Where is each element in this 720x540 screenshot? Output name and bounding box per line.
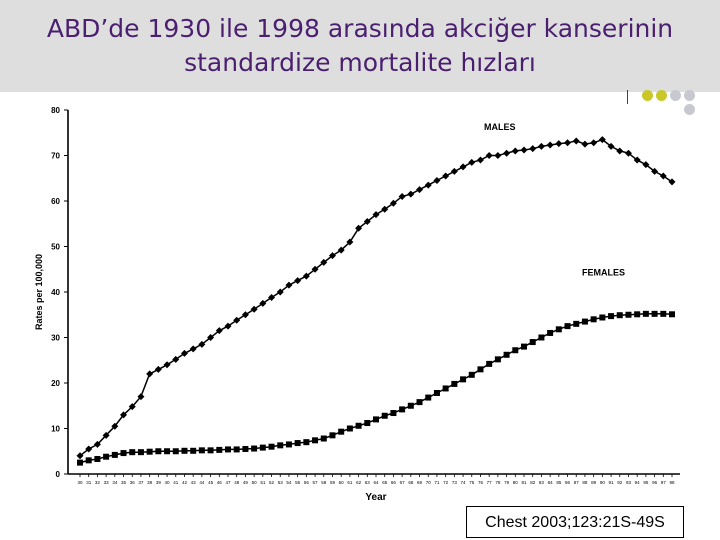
data-point-males	[503, 150, 510, 157]
y-tick-label: 60	[51, 197, 60, 206]
x-tick-label: 44	[199, 480, 205, 485]
x-tick-label: 80	[512, 480, 518, 485]
y-tick-label: 30	[51, 333, 60, 343]
x-tick-label: 98	[669, 480, 675, 485]
data-point-females	[660, 311, 666, 317]
data-point-females	[634, 311, 640, 317]
data-point-females	[147, 449, 153, 455]
data-point-females	[251, 446, 257, 452]
data-point-males	[433, 177, 440, 184]
data-point-males	[564, 139, 571, 146]
x-tick-label: 70	[425, 480, 431, 485]
data-point-females	[103, 454, 109, 460]
data-point-females	[269, 444, 275, 450]
data-point-females	[625, 312, 631, 318]
data-point-females	[608, 313, 614, 319]
data-point-males	[416, 186, 423, 193]
x-tick-label: 33	[103, 480, 109, 485]
x-tick-label: 72	[443, 480, 449, 485]
data-point-males	[155, 366, 162, 373]
data-point-females	[495, 356, 501, 362]
data-point-females	[329, 432, 335, 438]
data-point-females	[530, 339, 536, 345]
data-point-males	[294, 277, 301, 284]
data-point-females	[451, 381, 457, 387]
data-point-males	[468, 159, 475, 166]
x-tick-label: 68	[408, 480, 414, 485]
data-point-females	[538, 335, 544, 341]
data-point-females	[129, 449, 135, 455]
data-point-females	[504, 352, 510, 358]
x-tick-label: 78	[495, 480, 501, 485]
data-point-males	[190, 345, 197, 352]
data-point-females	[521, 344, 527, 350]
source-citation: Chest 2003;123:21S-49S	[466, 506, 684, 538]
x-tick-label: 76	[477, 480, 483, 485]
data-point-males	[529, 145, 536, 152]
data-point-females	[155, 448, 161, 454]
x-tick-label: 48	[234, 480, 240, 485]
data-point-females	[669, 311, 675, 317]
x-tick-label: 95	[643, 480, 649, 485]
x-tick-label: 53	[277, 480, 283, 485]
data-point-females	[617, 312, 623, 318]
data-point-females	[164, 448, 170, 454]
data-point-females	[121, 450, 127, 456]
data-point-females	[652, 311, 658, 317]
x-tick-label: 71	[434, 480, 440, 485]
data-point-females	[477, 366, 483, 372]
x-tick-label: 57	[312, 480, 318, 485]
data-point-males	[512, 147, 519, 154]
x-tick-label: 82	[530, 480, 536, 485]
data-point-females	[547, 330, 553, 336]
x-tick-label: 92	[617, 480, 623, 485]
y-tick-label: 40	[51, 288, 60, 297]
x-tick-label: 43	[190, 480, 196, 485]
x-tick-label: 46	[216, 480, 222, 485]
x-tick-label: 52	[269, 480, 275, 485]
x-tick-label: 91	[608, 480, 614, 485]
data-point-females	[390, 410, 396, 416]
data-point-females	[295, 440, 301, 446]
x-tick-label: 32	[94, 480, 100, 485]
y-tick-label: 10	[51, 424, 60, 434]
x-tick-label: 73	[451, 480, 457, 485]
data-point-males	[451, 168, 458, 175]
x-tick-label: 49	[242, 480, 248, 485]
x-tick-label: 54	[286, 480, 292, 485]
x-tick-label: 61	[347, 480, 353, 485]
data-point-males	[146, 370, 153, 377]
data-point-females	[338, 429, 344, 435]
series-label-males: MALES	[484, 122, 516, 133]
data-point-males	[460, 163, 467, 170]
data-point-females	[417, 399, 423, 405]
data-point-females	[512, 347, 518, 353]
series-line-males	[80, 140, 672, 456]
data-point-females	[399, 406, 405, 412]
data-point-females	[312, 437, 318, 443]
series-line-females	[80, 314, 672, 463]
data-point-females	[565, 323, 571, 329]
x-tick-label: 63	[364, 480, 370, 485]
x-tick-label: 86	[565, 480, 571, 485]
data-point-males	[590, 139, 597, 146]
x-tick-label: 84	[547, 480, 553, 485]
data-point-females	[138, 449, 144, 455]
x-tick-label: 39	[155, 480, 161, 485]
x-tick-label: 40	[164, 480, 170, 485]
x-tick-label: 42	[181, 480, 187, 485]
y-axis-label: Rates per 100,000	[34, 253, 44, 331]
data-point-females	[582, 319, 588, 325]
y-tick-label: 80	[51, 106, 60, 115]
data-point-females	[199, 447, 205, 453]
x-tick-label: 36	[129, 480, 135, 485]
x-tick-label: 56	[303, 480, 309, 485]
data-point-females	[94, 456, 100, 462]
x-tick-label: 50	[251, 480, 257, 485]
x-tick-label: 67	[399, 480, 405, 485]
x-tick-label: 90	[599, 480, 605, 485]
data-point-males	[581, 141, 588, 148]
data-point-females	[599, 314, 605, 320]
data-point-females	[364, 420, 370, 426]
data-point-males	[164, 361, 171, 368]
x-tick-label: 62	[356, 480, 362, 485]
data-point-males	[407, 191, 414, 198]
data-point-males	[573, 137, 580, 144]
x-tick-label: 77	[486, 480, 492, 485]
data-point-females	[356, 423, 362, 429]
x-tick-label: 83	[538, 480, 544, 485]
x-tick-label: 60	[338, 480, 344, 485]
data-point-females	[591, 316, 597, 322]
data-point-males	[521, 147, 528, 154]
x-tick-label: 51	[260, 480, 266, 485]
x-tick-label: 31	[86, 480, 92, 485]
x-tick-label: 75	[469, 480, 475, 485]
x-tick-label: 96	[652, 480, 658, 485]
y-tick-label: 0	[55, 470, 60, 479]
data-point-females	[443, 385, 449, 391]
x-tick-label: 97	[660, 480, 666, 485]
x-tick-label: 89	[591, 480, 597, 485]
data-point-females	[77, 460, 83, 466]
x-tick-label: 30	[77, 480, 83, 485]
data-point-females	[208, 447, 214, 453]
data-point-females	[347, 426, 353, 432]
series-label-females: FEMALES	[582, 267, 626, 278]
x-tick-label: 47	[225, 480, 231, 485]
title-line-2: standardize mortalite hızları	[184, 48, 536, 77]
x-tick-label: 41	[173, 480, 179, 485]
y-tick-label: 50	[51, 242, 60, 252]
x-tick-label: 79	[504, 480, 510, 485]
x-tick-label: 93	[625, 480, 631, 485]
x-tick-label: 66	[390, 480, 396, 485]
data-point-males	[547, 142, 554, 149]
line-chart	[0, 92, 720, 506]
x-tick-label: 87	[573, 480, 579, 485]
data-point-females	[225, 446, 231, 452]
data-point-females	[321, 436, 327, 442]
data-point-females	[181, 448, 187, 454]
data-point-males	[242, 311, 249, 318]
x-tick-label: 55	[295, 480, 301, 485]
data-point-males	[477, 157, 484, 164]
data-point-females	[303, 439, 309, 445]
data-point-females	[112, 452, 118, 458]
data-point-males	[425, 182, 432, 189]
data-point-females	[556, 326, 562, 332]
data-point-females	[573, 321, 579, 327]
data-point-females	[242, 446, 248, 452]
data-point-males	[442, 172, 449, 179]
x-tick-label: 64	[373, 480, 379, 485]
x-tick-label: 88	[582, 480, 588, 485]
data-point-males	[538, 143, 545, 150]
data-point-females	[86, 457, 92, 463]
x-tick-label: 65	[382, 480, 388, 485]
data-point-females	[286, 441, 292, 447]
data-point-females	[373, 416, 379, 422]
x-tick-label: 34	[112, 480, 118, 485]
x-axis-label: Year	[365, 492, 387, 503]
data-point-females	[382, 413, 388, 419]
x-tick-label: 35	[121, 480, 127, 485]
data-point-females	[190, 448, 196, 454]
slide-title	[0, 12, 720, 80]
title-line-1: ABD’de 1930 ile 1998 arasında akciğer kanserinin	[46, 14, 674, 43]
data-point-females	[425, 395, 431, 401]
x-tick-label: 38	[147, 480, 153, 485]
data-point-males	[616, 147, 623, 154]
data-point-males	[486, 152, 493, 159]
data-point-females	[434, 390, 440, 396]
data-point-females	[277, 442, 283, 448]
data-point-males	[494, 152, 501, 159]
data-point-females	[260, 445, 266, 451]
data-point-females	[469, 372, 475, 378]
x-tick-label: 74	[460, 480, 466, 485]
data-point-females	[460, 376, 466, 382]
x-tick-label: 81	[521, 480, 527, 485]
x-tick-label: 94	[634, 480, 640, 485]
x-tick-label: 37	[138, 480, 144, 485]
x-tick-label: 69	[417, 480, 423, 485]
data-point-females	[234, 446, 240, 452]
x-tick-label: 58	[321, 480, 327, 485]
y-tick-label: 70	[51, 151, 60, 161]
data-point-females	[408, 403, 414, 409]
y-tick-label: 20	[51, 379, 60, 388]
x-tick-label: 45	[208, 480, 214, 485]
x-tick-label: 59	[329, 480, 335, 485]
data-point-females	[486, 361, 492, 367]
data-point-females	[173, 448, 179, 454]
data-point-females	[643, 311, 649, 317]
data-point-males	[555, 140, 562, 147]
x-tick-label: 85	[556, 480, 562, 485]
data-point-females	[216, 447, 222, 453]
